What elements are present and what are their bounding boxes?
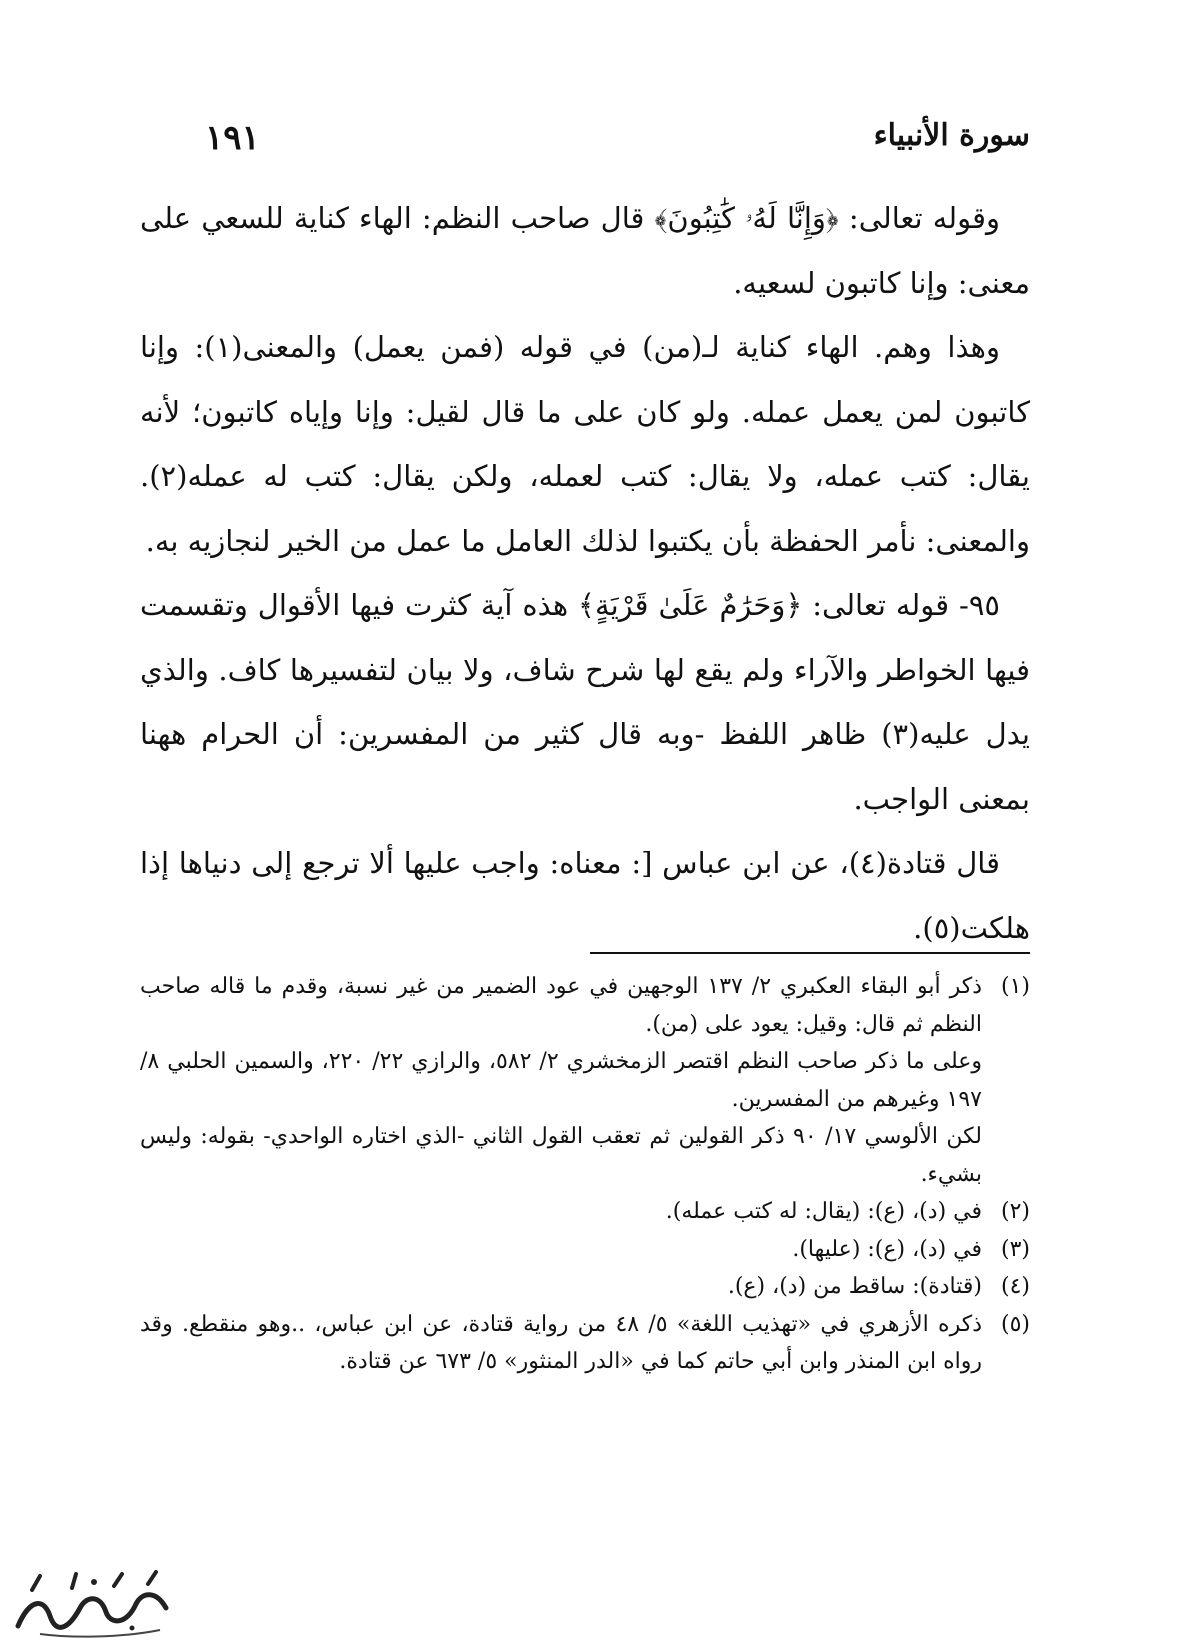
- calligraphy-logo: [10, 1568, 175, 1640]
- page-number: ١٩١: [205, 118, 260, 158]
- footnote-line: ذكره الأزهري في «تهذيب اللغة» ٥/ ٤٨ من رواية قتادة، عن ابن عباس، ..وهو منقطع. وقد رواه ابن المنذر وابن أبي حاتم كما في «الدر المنثور» ٥/ ٦٧٣ عن قتادة.: [140, 1311, 982, 1374]
- footnote-number: (٤): [1000, 1274, 1030, 1299]
- footnote-line: ذكر أبو البقاء العكبري ٢/ ١٣٧ الوجهين في عود الضمير من غير نسبة، وقدم ما قاله صاحب النظم ثم قال: وقيل: يعود على (من).: [140, 974, 982, 1037]
- footnote-item: [140, 1231, 1030, 1269]
- paragraph: قال قتادة(٤)، عن ابن عباس [: معناه: واجب عليها ألا ترجع إلى دنياها إذا هلكت(٥).: [140, 846, 1030, 945]
- footnote-number: (٥): [1000, 1311, 1030, 1337]
- footnote-separator: [590, 952, 1030, 954]
- footnote-number: (٣): [1000, 1236, 1030, 1262]
- footnote-number: (١): [1000, 974, 1030, 999]
- main-text: [140, 186, 1030, 960]
- footnote-item: [140, 1306, 1030, 1381]
- footnote-line: (قتادة): ساقط من (د)، (ع).: [727, 1274, 982, 1299]
- footnotes: [140, 968, 1030, 1381]
- footnote-line: في (د)، (ع): (يقال: له كتب عمله).: [665, 1199, 982, 1224]
- footnote-item: [140, 1193, 1030, 1231]
- footnote-item: [140, 968, 1030, 1193]
- footnote-line: وعلى ما ذكر صاحب النظم اقتصر الزمخشري ٢/ ٥٨٢، والرازي ٢٢/ ٢٢٠، والسمين الحلبي ٨/ ١٩٧ وغيرهم من المفسرين.: [140, 1049, 983, 1112]
- footnote-item: [140, 1268, 1030, 1306]
- paragraph: وقوله تعالى: ﴿وَإِنَّا لَهُۥ كَٰتِبُونَ﴾ قال صاحب النظم: الهاء كناية للسعي على معنى: وإنا كاتبون لسعيه.: [140, 201, 1030, 300]
- paragraph: ٩٥- قوله تعالى: ﴿وَحَرَٰمٌ عَلَىٰ قَرْيَةٍ﴾ هذه آية كثرت فيها الأقوال وتقسمت فيها الخواطر والآراء ولم يقع لها شرح شاف، ولا بيان لتفسيرها كاف. والذي يدل عليه(٣) ظاهر اللفظ -وبه قال كثير من المفسرين: أن الحرام ههنا بمعنى الواجب.: [140, 588, 1030, 816]
- footnote-line: لكن الألوسي ١٧/ ٩٠ ذكر القولين ثم تعقب القول الثاني -الذي اختاره الواحدي- بقوله: وليس بشيء.: [140, 1124, 983, 1187]
- page-header: [205, 118, 1030, 168]
- footnote-number: (٢): [1000, 1199, 1030, 1224]
- footnote-line: في (د)، (ع): (عليها).: [792, 1236, 982, 1262]
- chapter-title: سورة الأنبياء: [873, 118, 1030, 153]
- paragraph: وهذا وهم. الهاء كناية لـ(من) في قوله (فمن يعمل) والمعنى(١): وإنا كاتبون لمن يعمل عمله. ولو كان على ما قال لقيل: وإنا وإياه كاتبون؛ لأنه يقال: كتب عمله، ولا يقال: كتب لعمله، ولكن يقال: كتب له عمله(٢). والمعنى: نأمر الحفظة بأن يكتبوا لذلك العامل ما عمل من الخير لنجازيه به.: [140, 330, 1030, 558]
